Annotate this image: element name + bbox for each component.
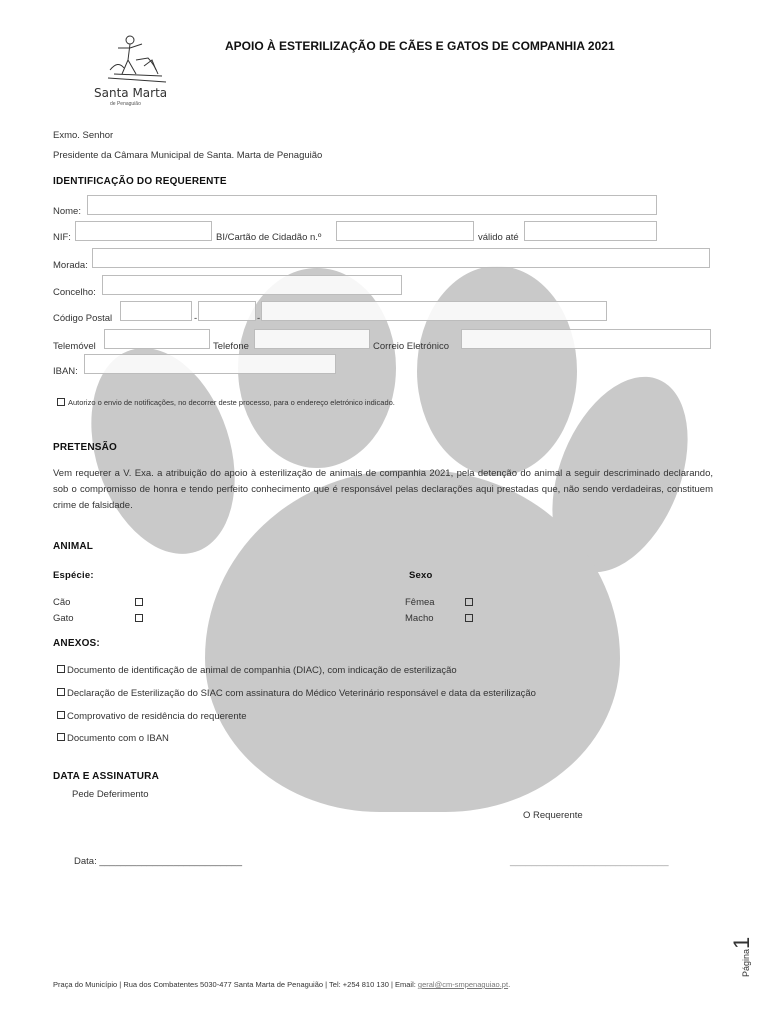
logo-name: Santa Marta xyxy=(94,86,168,100)
valido-field[interactable] xyxy=(524,221,657,241)
footer xyxy=(53,980,510,989)
correio-field[interactable] xyxy=(461,329,711,349)
anexo-item-siac[interactable] xyxy=(57,688,536,699)
telefone-label: Telefone xyxy=(213,341,249,352)
anexo-checkbox[interactable] xyxy=(57,711,65,719)
pede-deferimento: Pede Deferimento xyxy=(72,789,149,800)
sexo-label: Sexo xyxy=(409,570,433,581)
paw-toe-center-right xyxy=(417,266,577,476)
anexo-label: Comprovativo de residência do requerente xyxy=(67,711,247,722)
codigo-postal-field-1[interactable] xyxy=(120,301,192,321)
anexo-checkbox[interactable] xyxy=(57,665,65,673)
cao-checkbox[interactable] xyxy=(135,598,143,606)
anexo-item-diac[interactable] xyxy=(57,665,457,676)
codigo-postal-label: Código Postal xyxy=(53,313,113,324)
signature-line[interactable]: ______________________________ xyxy=(510,856,669,867)
page-number xyxy=(729,907,753,977)
animal-heading: ANIMAL xyxy=(53,541,94,552)
concelho-field[interactable] xyxy=(102,275,402,295)
page-title: APOIO À ESTERILIZAÇÃO DE CÃES E GATOS DE COMPANHIA 2021 xyxy=(225,39,615,53)
telemovel-label: Telemóvel xyxy=(53,341,96,352)
footer-address: Praça do Município | Rua dos Combatentes 5030-477 Santa Marta de Penaguião | Tel: +254 810 130 | Email: xyxy=(53,980,418,989)
footer-email-link[interactable]: geral@cm-smpenaguiao.pt xyxy=(417,980,509,989)
codigo-postal-field-2[interactable] xyxy=(198,301,256,321)
nome-label: Nome: xyxy=(53,206,81,217)
page-number-value: 1 xyxy=(729,936,754,949)
codigo-postal-field-3[interactable] xyxy=(261,301,607,321)
anexo-item-residencia[interactable] xyxy=(57,711,247,722)
anexo-checkbox[interactable] xyxy=(57,688,65,696)
iban-label: IBAN: xyxy=(53,366,78,377)
gato-label: Gato xyxy=(53,613,74,624)
recipient-line-2: Presidente da Câmara Municipal de Santa. Marta de Penaguião xyxy=(53,150,323,161)
bi-label: BI/Cartão de Cidadão n.º xyxy=(216,232,322,243)
nif-label: NIF: xyxy=(53,232,71,243)
telefone-field[interactable] xyxy=(254,329,370,349)
anexo-label: Documento com o IBAN xyxy=(67,733,169,744)
consent-checkbox[interactable] xyxy=(57,398,65,406)
pretensao-heading: PRETENSÃO xyxy=(53,442,118,453)
identification-heading: IDENTIFICAÇÃO DO REQUERENTE xyxy=(53,176,227,187)
consent-label: Autorizo o envio de notificações, no decorrer deste processo, para o endereço eletrónico indicado. xyxy=(68,398,395,407)
footer-end: . xyxy=(508,980,511,989)
morada-label: Morada: xyxy=(53,260,88,271)
pretensao-text: Vem requerer a V. Exa. a atribuição do apoio à esterilização de animais de companhia 2021, pela detenção do animal a seguir descriminado declarando, sob o compromisso de honra e tendo perfeito conhecimento que é responsável pelas declarações aqui prestadas que, não sendo verdadeiras, constituem crime de falsidade. xyxy=(53,468,713,511)
gato-checkbox[interactable] xyxy=(135,614,143,622)
especie-label: Espécie: xyxy=(53,570,94,581)
logo xyxy=(88,30,178,110)
assinatura-heading: DATA E ASSINATURA xyxy=(53,771,159,782)
iban-field[interactable] xyxy=(84,354,336,374)
nome-field[interactable] xyxy=(87,195,657,215)
morada-field[interactable] xyxy=(92,248,710,268)
logo-subtitle: de Penaguião xyxy=(110,101,141,107)
paw-pad xyxy=(205,470,620,812)
requerente-label: O Requerente xyxy=(523,810,583,821)
femea-checkbox[interactable] xyxy=(465,598,473,606)
anexos-heading: ANEXOS: xyxy=(53,638,100,649)
femea-label: Fêmea xyxy=(405,597,435,608)
telemovel-field[interactable] xyxy=(104,329,210,349)
macho-label: Macho xyxy=(405,613,434,624)
cao-label: Cão xyxy=(53,597,71,608)
consent-checkbox-row[interactable] xyxy=(57,398,395,407)
bi-field[interactable] xyxy=(336,221,474,241)
recipient-line-1: Exmo. Senhor xyxy=(53,130,114,141)
codigo-postal-dash-1: - xyxy=(194,313,198,324)
anexo-item-iban[interactable] xyxy=(57,733,169,744)
codigo-postal-dash-2: - xyxy=(257,313,261,324)
anexo-label: Declaração de Esterilização do SIAC com assinatura do Médico Veterinário responsável e data da esterilização xyxy=(67,688,536,699)
valido-label: válido até xyxy=(478,232,519,243)
correio-label: Correio Eletrónico xyxy=(373,341,450,352)
concelho-label: Concelho: xyxy=(53,287,96,298)
macho-checkbox[interactable] xyxy=(465,614,473,622)
anexo-checkbox[interactable] xyxy=(57,733,65,741)
page-label: Página xyxy=(741,948,751,977)
logo-figure-icon xyxy=(88,30,178,88)
anexo-label: Documento de identificação de animal de companhia (DIAC), com indicação de esterilização xyxy=(67,665,457,676)
nif-field[interactable] xyxy=(75,221,212,241)
data-line[interactable]: Data: ___________________________ xyxy=(74,856,242,867)
